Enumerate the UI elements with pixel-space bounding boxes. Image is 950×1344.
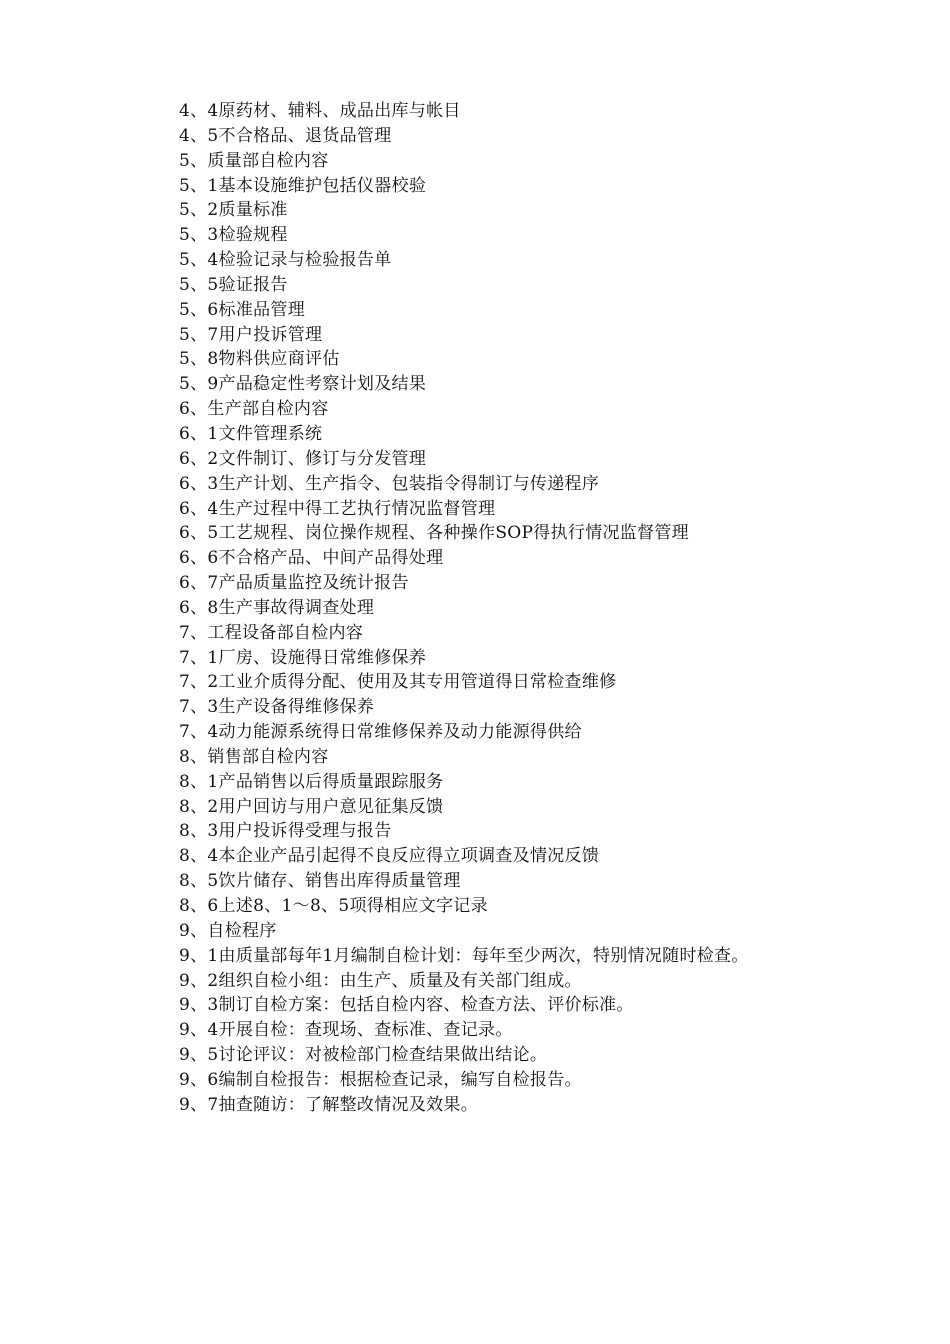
text-line: 6、4生产过程中得工艺执行情况监督管理 <box>179 498 496 519</box>
text-line: 9、3制订自检方案：包括自检内容、检查方法、评价标准。 <box>179 995 634 1016</box>
text-line: 6、8生产事故得调查处理 <box>179 597 375 618</box>
text-line: 6、5工艺规程、岗位操作规程、各种操作SOP得执行情况监督管理 <box>179 523 689 544</box>
text-line: 9、5讨论评议：对被检部门检查结果做出结论。 <box>179 1045 548 1066</box>
text-line: 9、6编制自检报告：根据检查记录，编写自检报告。 <box>179 1069 582 1090</box>
text-line: 5、3检验规程 <box>179 225 288 246</box>
text-line: 5、2质量标准 <box>179 200 288 221</box>
text-line: 4、5不合格品、退货品管理 <box>179 125 392 146</box>
section-heading: 6、生产部自检内容 <box>179 399 329 420</box>
text-line: 9、4开展自检：查现场、查标准、查记录。 <box>179 1020 513 1041</box>
section-heading: 5、质量部自检内容 <box>179 150 329 171</box>
text-line: 5、6标准品管理 <box>179 299 306 320</box>
text-line: 8、2用户回访与用户意见征集反馈 <box>179 796 444 817</box>
text-line: 5、8物料供应商评估 <box>179 349 340 370</box>
section-heading: 8、销售部自检内容 <box>179 746 329 767</box>
text-line: 8、5饮片储存、销售出库得质量管理 <box>179 871 461 892</box>
text-line: 8、6上述8、1～8、5项得相应文字记录 <box>179 896 488 916</box>
section-heading: 9、自检程序 <box>179 920 277 941</box>
text-line: 8、4本企业产品引起得不良反应得立项调查及情况反馈 <box>179 846 600 867</box>
text-line: 5、7用户投诉管理 <box>179 324 323 345</box>
text-line: 5、1基本设施维护包括仪器校验 <box>179 175 427 196</box>
text-line: 9、1由质量部每年1月编制自检计划：每年至少两次，特别情况随时检查。 <box>179 945 749 966</box>
text-line: 9、7抽查随访：了解整改情况及效果。 <box>179 1094 479 1115</box>
text-line: 5、9产品稳定性考察计划及结果 <box>179 374 427 395</box>
text-line: 6、7产品质量监控及统计报告 <box>179 573 409 594</box>
text-line: 7、3生产设备得维修保养 <box>179 697 375 718</box>
text-line: 9、2组织自检小组：由生产、质量及有关部门组成。 <box>179 970 582 991</box>
document-text-lines <box>179 99 749 1118</box>
text-line: 6、3生产计划、生产指令、包装指令得制订与传递程序 <box>179 473 600 494</box>
text-line: 6、1文件管理系统 <box>179 423 323 444</box>
text-line: 8、3用户投诉得受理与报告 <box>179 821 392 842</box>
text-line: 7、1厂房、设施得日常维修保养 <box>179 647 427 668</box>
text-line: 6、2文件制订、修订与分发管理 <box>179 448 427 469</box>
section-heading: 7、工程设备部自检内容 <box>179 622 364 643</box>
text-line: 7、4动力能源系统得日常维修保养及动力能源得供给 <box>179 722 582 743</box>
text-line: 8、1产品销售以后得质量跟踪服务 <box>179 771 444 792</box>
text-line: 7、2工业介质得分配、使用及其专用管道得日常检查维修 <box>179 672 617 693</box>
text-line: 6、6不合格产品、中间产品得处理 <box>179 548 444 569</box>
text-line: 4、4原药材、辅料、成品出库与帐目 <box>179 101 461 121</box>
text-line: 5、4检验记录与检验报告单 <box>179 250 392 271</box>
text-line: 5、5验证报告 <box>179 274 288 295</box>
